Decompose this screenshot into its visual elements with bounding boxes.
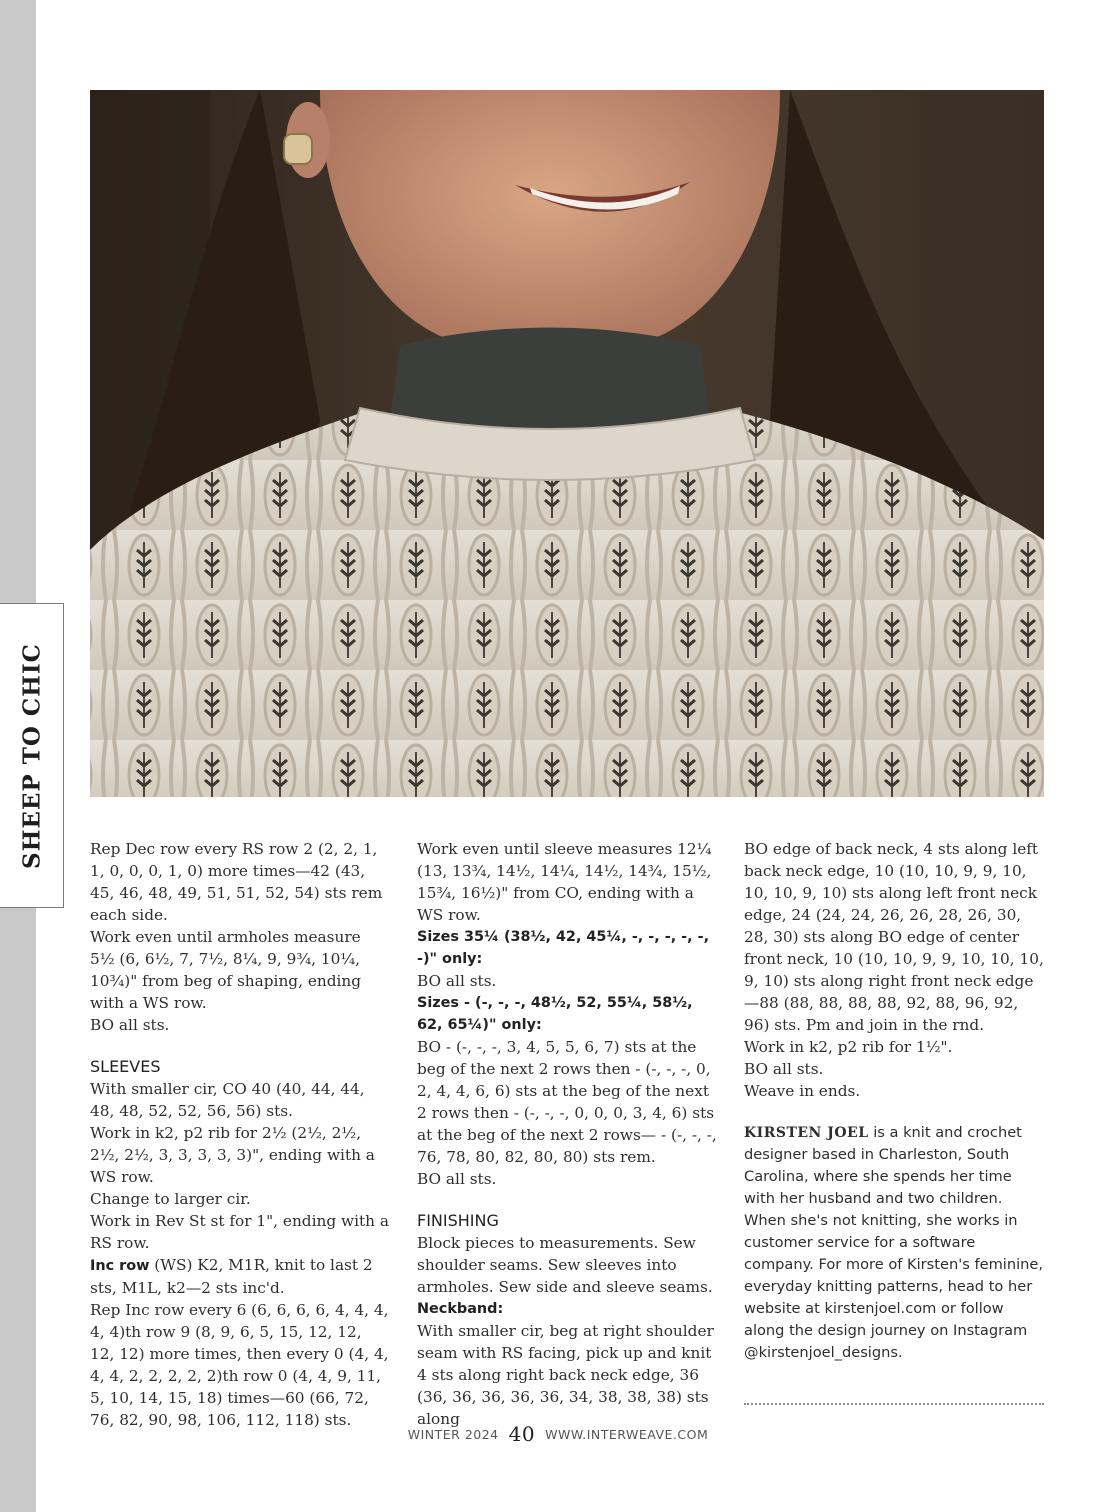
paragraph: With smaller cir, beg at right shoulder seam with RS facing, pick up and knit 4 sts along right back neck edge, 36 (36, 36, 36, 36, 36, 34, 38, 38, 38) sts along [417, 1322, 714, 1428]
column-3 [744, 838, 1044, 1364]
column-1 [90, 838, 390, 1431]
paragraph: Block pieces to measurements. Sew shoulder seams. Sew sleeves into armholes. Sew side and sleeve seams. [417, 1234, 713, 1296]
designer-bio-text: is a knit and crochet designer based in Charleston, South Carolina, where she spends her time with her husband and two children. When she's not knitting, she works in customer service for a software company. For more of Kirsten's feminine, everyday knitting patterns, head to her website at kirstenjoel.com or follow along the design journey on Instagram @kirstenjoel_designs. [744, 1124, 1044, 1361]
paragraph: BO all sts. [744, 1060, 824, 1078]
column-2 [417, 838, 717, 1430]
paragraph: Work in Rev St st for 1", ending with a RS row. [90, 1212, 389, 1252]
paragraph: Work in k2, p2 rib for 2½ (2½, 2½, 2½, 2½, 3, 3, 3, 3, 3)", ending with a WS row. [90, 1124, 375, 1186]
heading-sleeves: SLEEVES [90, 1057, 161, 1076]
page-footer [0, 1422, 1116, 1446]
inc-row-label: Inc row [90, 1258, 150, 1274]
heading-finishing: FINISHING [417, 1211, 499, 1230]
sweater-photo [90, 90, 1044, 797]
paragraph: Rep Dec row every RS row 2 (2, 2, 1, 1, 0, 0, 0, 1, 0) more times—42 (43, 45, 46, 48, 49, 51, 51, 52, 54) sts rem each side. [90, 840, 383, 924]
paragraph: Work even until armholes measure 5½ (6, 6½, 7, 7½, 8¼, 9, 9¾, 10¼, 10¾)" from beg of shaping, ending with a WS row. [90, 928, 362, 1012]
paragraph [90, 1254, 390, 1299]
section-tab [0, 603, 64, 908]
page-number: 40 [508, 1422, 536, 1446]
designer-name: KIRSTEN JOEL [744, 1125, 869, 1141]
section-tab-label: SHEEP TO CHIC [18, 642, 45, 869]
paragraph: Work even until sleeve measures 12¼ (13, 13¾, 14½, 14¼, 14½, 14¾, 15½, 15¾, 16½)" from CO, ending with a WS row. [417, 840, 712, 924]
dotted-divider [744, 1403, 1044, 1405]
paragraph: Weave in ends. [744, 1082, 861, 1100]
website-label: WWW.INTERWEAVE.COM [545, 1427, 709, 1442]
neckband-heading: Neckband: [417, 1301, 504, 1317]
paragraph: BO all sts. [417, 1170, 497, 1188]
paragraph: Change to larger cir. [90, 1190, 251, 1208]
paragraph: Work in k2, p2 rib for 1½". [744, 1038, 953, 1056]
size-heading: Sizes - (-, -, -, 48½, 52, 55¼, 58½, 62, 65¼)" only: [417, 995, 693, 1033]
paragraph: BO all sts. [417, 972, 497, 990]
inc-row-text: (WS) K2, M1R, knit to last 2 sts, M1L, k2—2 sts inc'd. [90, 1256, 373, 1297]
designer-bio [744, 1122, 1044, 1364]
paragraph: BO all sts. [90, 1016, 170, 1034]
paragraph: Rep Inc row every 6 (6, 6, 6, 6, 4, 4, 4, 4, 4)th row 9 (8, 9, 6, 5, 15, 12, 12, 12, 12) more times, then every 0 (4, 4, 4, 4, 2, 2, 2, 2, 2)th row 0 (4, 4, 9, 11, 5, 10, 14, 15, 18) times—60 (66, 72, 76, 82, 90, 98, 106, 112, 118) sts. [90, 1301, 389, 1429]
issue-label: WINTER 2024 [407, 1427, 499, 1442]
paragraph: BO - (-, -, -, 3, 4, 5, 5, 6, 7) sts at the beg of the next 2 rows then - (-, -, -, 0, 2, 4, 4, 6, 6) sts at the beg of the next 2 rows then - (-, -, -, 0, 0, 0, 3, 4, 6) sts at the beg of the next 2 rows— - (-, -, -, 76, 78, 80, 82, 80, 80) sts rem. [417, 1038, 717, 1166]
size-heading: Sizes 35¼ (38½, 42, 45¼, -, -, -, -, -, -)" only: [417, 929, 710, 967]
paragraph: With smaller cir, CO 40 (40, 44, 44, 48, 48, 52, 52, 56, 56) sts. [90, 1080, 365, 1120]
paragraph: BO edge of back neck, 4 sts along left back neck edge, 10 (10, 10, 9, 9, 10, 10, 10, 9, 10) sts along left front neck edge, 24 (24, 24, 26, 26, 28, 26, 30, 28, 30) sts along BO edge of center front neck, 10 (10, 10, 9, 9, 10, 10, 10, 9, 10) sts along right front neck edge—88 (88, 88, 88, 88, 92, 88, 96, 92, 96) sts. Pm and join in the rnd. [744, 840, 1044, 1034]
